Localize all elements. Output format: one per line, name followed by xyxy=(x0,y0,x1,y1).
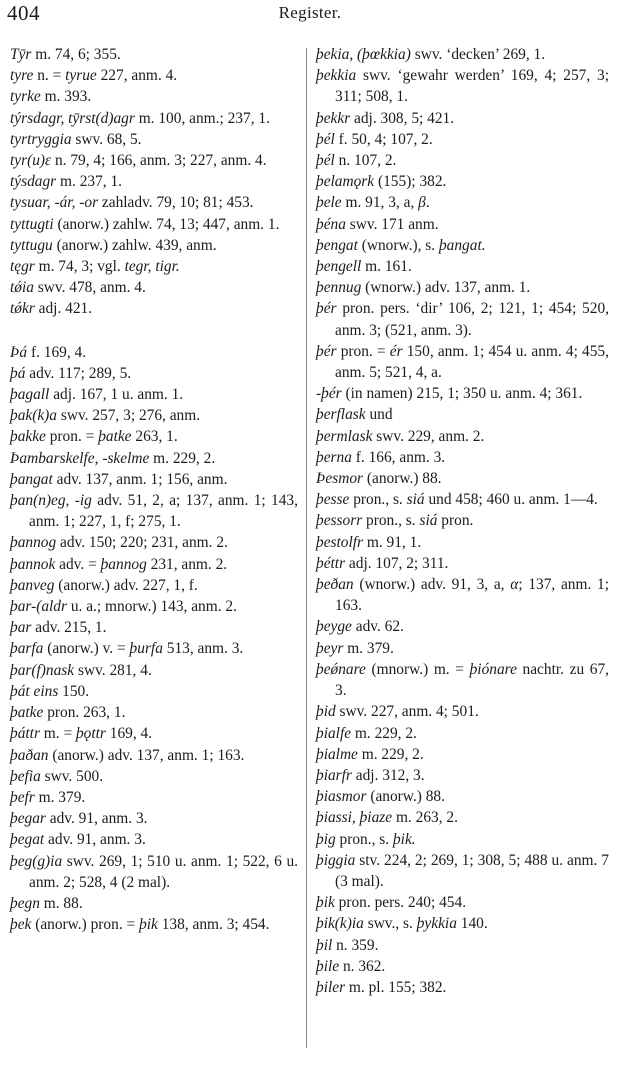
headword: Þá xyxy=(10,343,28,361)
index-entry xyxy=(316,108,609,129)
entry-text: swv. ‘decken’ 269, 1. xyxy=(410,46,546,63)
index-entry xyxy=(316,829,609,850)
headword: þar xyxy=(10,619,32,637)
index-entry xyxy=(316,65,609,107)
headword: þik(k)ia xyxy=(316,915,364,933)
entry-text: m. 74, 3; vgl. xyxy=(34,258,125,276)
index-entry xyxy=(316,786,609,807)
headword: þialme xyxy=(316,745,358,763)
entry-text: adj. 167, 1 u. anm. 1. xyxy=(49,386,184,404)
index-entry xyxy=(10,532,298,553)
entry-text: (anorw.) zahlw. 74, 13; 447, anm. 1. xyxy=(53,215,280,233)
entry-text: m. 263, 2. xyxy=(392,809,458,827)
index-entry xyxy=(10,490,298,532)
headword: tysuar, -ár, -or xyxy=(10,194,99,212)
headword: þialfe xyxy=(316,724,352,742)
headword: þig xyxy=(316,830,336,848)
index-entry xyxy=(316,553,609,574)
headword: þegar xyxy=(10,810,46,828)
headword: þestolfr xyxy=(316,533,364,551)
headword: þeg(g)ia xyxy=(10,852,63,870)
entry-text: (anorw.) adv. 227, 1, f. xyxy=(54,576,198,594)
entry-text: 231, anm. 2. xyxy=(146,555,228,573)
entry-text: und xyxy=(365,406,393,424)
entry-text: m. 379. xyxy=(343,639,394,657)
entry-text: nachtr. zu 67, 3. xyxy=(335,660,610,700)
cross-reference: þannog xyxy=(100,555,147,573)
entry-text: 140. xyxy=(456,915,488,933)
cross-reference: þykkia xyxy=(416,915,457,933)
headword: Þesmor xyxy=(316,470,364,488)
headword: þát eins xyxy=(10,682,59,700)
index-entry xyxy=(10,723,298,744)
entry-text: pron., s. xyxy=(349,491,407,509)
headword: þeðan xyxy=(316,576,354,594)
headword: þak(k)a xyxy=(10,407,57,425)
entry-text: m. 91, 1. xyxy=(363,533,422,551)
headword: þarfa xyxy=(10,640,44,658)
headword: þakke xyxy=(10,428,46,446)
index-entry xyxy=(10,86,298,107)
headword: þengell xyxy=(316,258,362,276)
headword: þeǿnare xyxy=(316,660,366,678)
entry-text: swv. 478, anm. 4. xyxy=(33,279,146,297)
index-entry xyxy=(316,214,609,235)
entry-text: (wnorw.) adv. 91, 3, a, xyxy=(353,576,511,594)
headword: Tȳr xyxy=(10,46,32,63)
cross-reference: α xyxy=(510,576,519,594)
index-entry xyxy=(10,745,298,766)
headword: þesse xyxy=(316,491,350,509)
headword: tǿkr xyxy=(10,300,35,318)
index-entry xyxy=(10,808,298,829)
entry-text: adv. = xyxy=(55,555,101,573)
headword: Þambarskelfe, -skelme xyxy=(10,449,150,467)
entry-text: adv. 150; 220; 231, anm. 2. xyxy=(56,534,228,552)
index-entry xyxy=(316,192,609,213)
entry-text: (anorw.) 88. xyxy=(366,788,445,806)
index-entry xyxy=(10,851,298,893)
entry-text: 138, anm. 3; 454. xyxy=(157,916,270,934)
headword: þele xyxy=(316,194,342,212)
entry-text: swv. 229, anm. 2. xyxy=(372,427,485,445)
index-entry xyxy=(316,447,609,468)
entry-text: swv. 281, 4. xyxy=(74,661,152,679)
entry-text: n. 362. xyxy=(339,957,386,975)
entry-text: swv. 500. xyxy=(40,767,104,785)
index-entry xyxy=(316,956,609,977)
entry-text: pron. xyxy=(437,512,474,530)
entry-text: m. 88. xyxy=(39,894,83,912)
index-entry xyxy=(10,108,298,129)
entry-text: f. 169, 4. xyxy=(27,343,87,361)
entry-text: (in namen) 215, 1; 350 u. anm. 4; 361. xyxy=(341,385,583,403)
index-entry xyxy=(316,913,609,934)
headword: þiggia xyxy=(316,851,356,869)
headword: þik xyxy=(316,894,335,912)
column-divider xyxy=(306,48,307,1048)
entry-text: u. a.; mnorw.) 143, anm. 2. xyxy=(66,598,237,616)
index-entry xyxy=(10,405,298,426)
headword: þerna xyxy=(316,448,352,466)
headword: tyttugti xyxy=(10,215,54,233)
entry-text: m. pl. 155; 382. xyxy=(345,978,447,996)
headword: þannok xyxy=(10,555,56,573)
headword: þefia xyxy=(10,767,41,785)
index-entry xyxy=(10,617,298,638)
index-entry xyxy=(316,256,609,277)
headword: þaðan xyxy=(10,746,49,764)
index-entry xyxy=(10,702,298,723)
entry-text: ; 137, anm. 1; 163. xyxy=(335,576,609,615)
index-entry xyxy=(10,129,298,150)
index-entry xyxy=(10,65,298,86)
headword: þél xyxy=(316,152,335,170)
entry-text: pron. = xyxy=(45,428,99,446)
index-entry xyxy=(316,44,609,65)
entry-text: swv. 68, 5. xyxy=(71,130,142,148)
headword: -þér xyxy=(316,385,342,403)
entry-text: pron. pers. ‘dir’ 106, 2; 121, 1; 454; 520, anm. 3; (521, anm. 3). xyxy=(335,300,609,339)
index-entry xyxy=(10,277,298,298)
page-number: 404 xyxy=(7,1,40,25)
index-entry xyxy=(316,383,609,404)
headword: þengat xyxy=(316,236,358,254)
section-gap xyxy=(10,320,298,342)
index-entry xyxy=(316,765,609,786)
index-entry xyxy=(316,723,609,744)
entry-text: m. 91, 3, a, xyxy=(341,194,419,212)
index-entry xyxy=(316,532,609,553)
cross-reference: tyrue xyxy=(65,67,97,85)
index-entry xyxy=(316,341,609,383)
headword: þanveg xyxy=(10,576,55,594)
entry-text: m. 74, 6; 355. xyxy=(31,46,121,63)
index-entry xyxy=(10,192,298,213)
index-entry xyxy=(316,659,609,701)
entry-text: (wnorw.) adv. 137, anm. 1. xyxy=(361,279,531,297)
index-entry xyxy=(10,44,298,65)
headword: þáttr xyxy=(10,725,40,743)
cross-reference: siá xyxy=(406,491,425,509)
index-entry xyxy=(10,575,298,596)
index-entry xyxy=(316,638,609,659)
headword: þekkia xyxy=(316,67,357,85)
headword: þiler xyxy=(316,978,346,996)
running-head: Register. xyxy=(278,3,342,22)
entry-text: 150, anm. 1; 454 u. anm. 4; 455, anm. 5; 521, 4, a. xyxy=(335,342,609,382)
index-entry xyxy=(316,744,609,765)
headword: tęgr xyxy=(10,258,35,276)
index-entry xyxy=(10,384,298,405)
page-header xyxy=(0,0,620,40)
entry-text: swv. 257, 3; 276, anm. xyxy=(57,407,201,425)
entry-text: m. = xyxy=(39,725,76,743)
index-entry xyxy=(316,129,609,150)
entry-text: m. 379. xyxy=(34,788,86,806)
index-entry xyxy=(10,893,298,914)
entry-text: swv. ‘gewahr werden’ 169, 4; 257, 3; 311; 508, 1. xyxy=(335,67,609,106)
headword: þerflask xyxy=(316,406,366,424)
headword: þar-(aldr xyxy=(10,598,67,616)
entry-text: adv. 117; 289, 5. xyxy=(25,364,132,382)
headword: þile xyxy=(316,957,340,975)
index-entry xyxy=(316,616,609,637)
headword: þiassi, þiaze xyxy=(316,809,393,827)
index-entry xyxy=(10,256,298,277)
entry-text: 513, anm. 3. xyxy=(162,640,244,658)
index-entry xyxy=(10,469,298,490)
entry-text: swv., s. xyxy=(363,915,417,933)
index-entry xyxy=(316,510,609,531)
index-entry xyxy=(10,150,298,171)
entry-text: m. 100, anm.; 237, 1. xyxy=(134,109,270,127)
index-entry xyxy=(316,426,609,447)
index-entry xyxy=(316,935,609,956)
entry-text: adv. 91, anm. 3. xyxy=(44,831,146,849)
headword: þekkr xyxy=(316,109,351,127)
entry-text: m. 237, 1. xyxy=(56,173,123,191)
cross-reference: þangat. xyxy=(438,236,486,254)
entry-text: (anorw.) v. = xyxy=(43,640,130,658)
entry-text: (anorw.) 88. xyxy=(363,470,442,488)
headword: tyr(u)ɛ xyxy=(10,152,52,170)
entry-text: adv. 215, 1. xyxy=(31,619,107,637)
index-entry xyxy=(10,426,298,447)
index-entry xyxy=(316,150,609,171)
index-entry xyxy=(10,363,298,384)
headword: þek xyxy=(10,916,32,934)
entry-text: stv. 224, 2; 269, 1; 308, 5; 488 u. anm. 7 (3 mal). xyxy=(335,851,609,890)
cross-reference: þik xyxy=(139,916,158,934)
cross-reference: þiónare xyxy=(469,660,517,678)
entry-text: m. 393. xyxy=(40,88,92,106)
headword: þá xyxy=(10,364,26,382)
entry-text: pron., s. xyxy=(362,512,420,530)
index-entry xyxy=(316,807,609,828)
index-entry xyxy=(316,404,609,425)
entry-text: m. 161. xyxy=(361,258,412,276)
index-entry xyxy=(10,766,298,787)
cross-reference: þatke xyxy=(98,428,132,446)
index-entry xyxy=(316,298,609,340)
entry-text: swv. 227, anm. 4; 501. xyxy=(335,703,479,721)
index-entry xyxy=(10,660,298,681)
headword: tyrke xyxy=(10,88,41,106)
headword: þéttr xyxy=(316,554,346,572)
headword: þiarfr xyxy=(316,766,352,784)
headword: þessorr xyxy=(316,512,363,530)
headword: þermlask xyxy=(316,427,373,445)
entry-text: n. 107, 2. xyxy=(334,152,397,170)
headword: þér xyxy=(316,300,337,318)
headword: tyre xyxy=(10,67,34,85)
index-entry xyxy=(316,701,609,722)
entry-text: adj. 421. xyxy=(34,300,93,318)
entry-text: zahladv. 79, 10; 81; 453. xyxy=(98,194,254,212)
entry-text: adv. 51, 2, a; 137, anm. 1; 143, anm. 1; 227, 1, f; 275, 1. xyxy=(29,492,298,531)
headword: þangat xyxy=(10,470,53,488)
headword: týrsdagr, tȳrst(d)agr xyxy=(10,109,135,127)
index-entry xyxy=(316,977,609,998)
entry-text: m. 229, 2. xyxy=(357,745,424,763)
entry-text: adj. 107, 2; 311. xyxy=(345,554,449,572)
right-column xyxy=(316,44,609,998)
index-entry xyxy=(316,468,609,489)
headword: þan(n)eg, -ig xyxy=(10,492,92,510)
entry-text: adv. 91, anm. 3. xyxy=(45,810,148,828)
headword: þatke xyxy=(10,704,44,722)
cross-reference: tegr, tigr. xyxy=(124,258,180,276)
entry-text: swv. 171 anm. xyxy=(345,215,439,233)
index-entry xyxy=(10,235,298,256)
index-entry xyxy=(10,298,298,319)
headword: þekia, (þœkkia) xyxy=(316,46,411,63)
index-entry xyxy=(10,554,298,575)
index-entry xyxy=(316,850,609,892)
index-entry xyxy=(316,489,609,510)
entry-text: pron., s. xyxy=(335,830,393,848)
entry-text: adj. 312, 3. xyxy=(351,766,425,784)
entry-text: (155); 382. xyxy=(374,173,447,191)
entry-text: f. 50, 4; 107, 2. xyxy=(334,130,433,148)
entry-text: (anorw.) adv. 137, anm. 1; 163. xyxy=(48,746,245,764)
entry-text: n. 359. xyxy=(332,936,379,954)
index-entry xyxy=(10,787,298,808)
entry-text: m. 229, 2. xyxy=(149,449,216,467)
headword: þeyr xyxy=(316,639,344,657)
entry-text: 150. xyxy=(58,682,90,700)
entry-text: f. 166, anm. 3. xyxy=(351,448,446,466)
entry-text: adv. 62. xyxy=(351,618,404,636)
left-column xyxy=(10,44,298,935)
entry-text: pron. = xyxy=(336,342,390,360)
entry-text: 227, anm. 4. xyxy=(96,67,178,85)
headword: þeyge xyxy=(316,618,352,636)
index-entry xyxy=(10,638,298,659)
headword: týsdagr xyxy=(10,173,57,191)
entry-text: 263, 1. xyxy=(131,428,178,446)
index-entry xyxy=(10,596,298,617)
cross-reference: siá xyxy=(419,512,438,530)
headword: þid xyxy=(316,703,336,721)
headword: þéna xyxy=(316,215,346,233)
headword: þél xyxy=(316,130,335,148)
cross-reference: þik. xyxy=(392,830,416,848)
entry-text: adv. 137, anm. 1; 156, anm. xyxy=(52,470,228,488)
entry-text: (mnorw.) m. = xyxy=(365,660,470,678)
index-entry xyxy=(316,235,609,256)
index-entry xyxy=(10,829,298,850)
headword: þennug xyxy=(316,279,362,297)
cross-reference: ér xyxy=(389,342,403,360)
headword: þagall xyxy=(10,386,50,404)
index-entry xyxy=(10,681,298,702)
entry-text: swv. 269, 1; 510 u. anm. 1; 522, 6 u. anm. 2; 528, 4 (2 mal). xyxy=(29,852,298,891)
headword: þiasmor xyxy=(316,788,367,806)
cross-reference: β xyxy=(418,194,426,212)
headword: þar(f)nask xyxy=(10,661,75,679)
entry-text: und 458; 460 u. anm. 1—4. xyxy=(424,491,598,509)
entry-text: 169, 4. xyxy=(105,725,153,743)
headword: tyttugu xyxy=(10,236,53,254)
index-entry xyxy=(316,171,609,192)
headword: þefr xyxy=(10,788,35,806)
headword: þegn xyxy=(10,894,40,912)
cross-reference: þǫttr xyxy=(75,725,106,743)
index-entry xyxy=(10,342,298,363)
headword: þegat xyxy=(10,831,45,849)
headword: þelamǫrk xyxy=(316,173,375,191)
entry-text: . xyxy=(425,194,430,212)
index-entry xyxy=(316,892,609,913)
index-entry xyxy=(10,171,298,192)
entry-text: n. 79, 4; 166, anm. 3; 227, anm. 4. xyxy=(51,152,267,170)
index-entry xyxy=(10,448,298,469)
entry-text: (anorw.) pron. = xyxy=(31,916,140,934)
entry-text: (anorw.) zahlw. 439, anm. xyxy=(52,236,217,254)
index-entry xyxy=(316,277,609,298)
entry-text: adj. 308, 5; 421. xyxy=(350,109,455,127)
cross-reference: þurfa xyxy=(129,640,163,658)
entry-text: n. = xyxy=(33,67,66,85)
headword: þér xyxy=(316,342,337,360)
headword: tǿia xyxy=(10,279,34,297)
headword: þil xyxy=(316,936,333,954)
entry-text: (wnorw.), s. xyxy=(357,236,439,254)
entry-text: m. 229, 2. xyxy=(351,724,417,742)
index-entry xyxy=(10,214,298,235)
entry-text: pron. pers. 240; 454. xyxy=(334,894,467,912)
index-entry xyxy=(10,914,298,935)
headword: tyrtryggia xyxy=(10,130,72,148)
headword: þannog xyxy=(10,534,57,552)
index-entry xyxy=(316,574,609,616)
entry-text: pron. 263, 1. xyxy=(43,704,126,722)
